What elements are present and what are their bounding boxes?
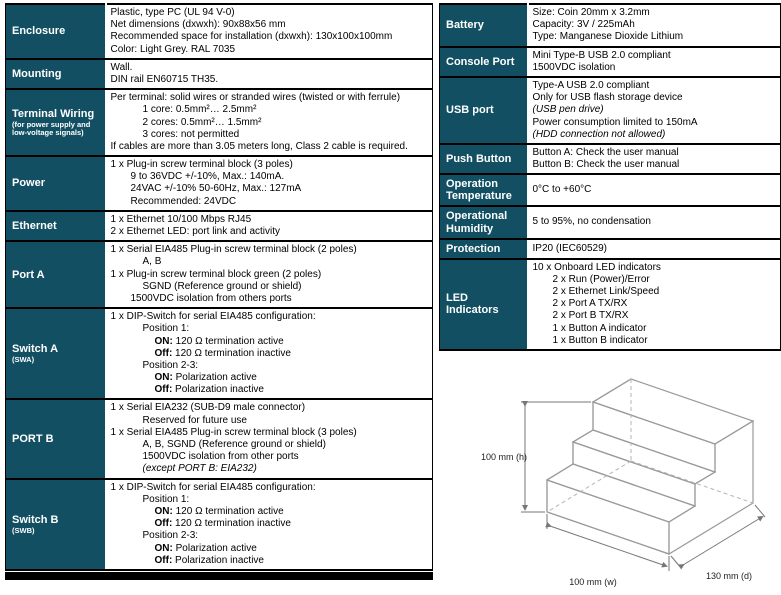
spec-line: 5 to 95%, no condensation [532, 216, 651, 228]
spec-row-header [6, 479, 106, 570]
spec-row [440, 144, 781, 174]
spec-row-content [106, 211, 433, 241]
spec-line: 0°C to +60°C [532, 184, 592, 196]
spec-line: 2 x Ethernet LED: port link and activity [110, 226, 281, 237]
spec-row-content [106, 156, 433, 211]
spec-row [440, 4, 781, 47]
spec-row [6, 479, 433, 570]
spec-line: A, B, SGND (Reference ground or shield) [142, 439, 326, 450]
spec-line: 1500VDC isolation from other ports [142, 451, 299, 463]
spec-row-content [528, 47, 781, 77]
spec-row [6, 399, 433, 478]
spec-row-content [106, 59, 433, 89]
spec-row-title: LED Indicators [446, 292, 499, 317]
enclosure-isometric-drawing [481, 363, 781, 595]
spec-row-header [6, 59, 106, 89]
spec-line: IP20 (IEC60529) [532, 242, 607, 254]
spec-line: (USB pen drive) [532, 104, 604, 116]
spec-row-title: USB port [446, 104, 494, 117]
spec-line: ON: 120 Ω termination active [154, 505, 284, 517]
spec-line: 2 x Ethernet Link/Speed [552, 286, 660, 298]
spec-row-header [6, 156, 106, 211]
spec-row [440, 239, 781, 259]
spec-row-title: Push Button [446, 153, 512, 166]
spec-row-content [528, 4, 781, 47]
spec-row [440, 206, 781, 238]
spec-row-title: Mounting [12, 67, 62, 80]
spec-line: 24VAC +/-10% 50-60Hz, Max.: 127mA [130, 183, 302, 195]
spec-row-content [106, 399, 433, 478]
spec-row-title: Port A [12, 268, 45, 281]
spec-line: Net dimensions (dxwxh): 90x88x56 mm [110, 19, 286, 31]
spec-line: Reserved for future use [142, 414, 247, 426]
spec-row-header [6, 308, 106, 399]
spec-row-header [440, 144, 528, 174]
bottom-divider-bar [5, 572, 433, 580]
spec-row-title: Switch A [12, 343, 59, 356]
spec-row [6, 89, 433, 156]
spec-line: 2 cores: 0.5mm²… 1.5mm² [142, 116, 262, 128]
spec-row-header [440, 174, 528, 206]
spec-line: Power consumption limited to 150mA [532, 116, 698, 128]
spec-row-title: Battery [446, 19, 484, 32]
spec-line: Off: Polarization inactive [154, 554, 264, 566]
spec-line: 1 x Ethernet 10/100 Mbps RJ45 [110, 213, 252, 225]
spec-line: Type: Manganese Dioxide Lithium [532, 31, 684, 43]
spec-line: ON: Polarization active [154, 372, 257, 384]
spec-row-title: Enclosure [12, 25, 66, 38]
height-dim-label: 100 mm (h) [481, 452, 528, 463]
spec-row-content [106, 89, 433, 156]
spec-row-title: Operational Humidity [446, 210, 508, 235]
spec-line: Position 1: [142, 323, 190, 335]
spec-row-title: Console Port [446, 55, 515, 68]
spec-line: 1500VDC isolation [532, 61, 616, 73]
spec-line: 1 x Serial EIA485 Plug-in screw terminal block (3 poles) [110, 426, 357, 438]
spec-row-header [6, 241, 106, 308]
depth-dim-label: 130 mm (d) [705, 571, 753, 582]
spec-line: Position 2-3: [142, 359, 199, 371]
left-spec-table [5, 3, 433, 571]
spec-line: A, B [142, 256, 162, 268]
spec-row [440, 259, 781, 350]
spec-row [6, 156, 433, 211]
spec-row-content [106, 479, 433, 570]
spec-row-header [440, 47, 528, 77]
spec-line: SGND (Reference ground or shield) [142, 280, 302, 292]
spec-line: Size: Coin 20mm x 3.2mm [532, 7, 650, 18]
spec-line: Plastic, type PC (UL 94 V-0) [110, 7, 235, 18]
spec-row-content [106, 241, 433, 308]
spec-row [6, 4, 433, 59]
spec-line: 1 x DIP-Switch for serial EIA485 configuration: [110, 311, 316, 323]
spec-line: 1 x Button B indicator [552, 334, 648, 346]
spec-row-title: Protection [446, 242, 501, 255]
spec-row-header [440, 239, 528, 259]
spec-row-title: Operation Temperature [446, 178, 512, 203]
spec-line: Capacity: 3V / 225mAh [532, 19, 635, 31]
spec-row-content [528, 259, 781, 350]
spec-line: 1 x Serial EIA232 (SUB-D9 male connector) [110, 402, 306, 414]
spec-line: DIN rail EN60715 TH35. [110, 73, 219, 85]
spec-row-header [6, 399, 106, 478]
spec-line: Type-A USB 2.0 compliant [532, 79, 650, 91]
spec-row-title: Ethernet [12, 219, 57, 232]
spec-row-header [6, 211, 106, 241]
spec-row-content [528, 239, 781, 259]
spec-line: Color: Light Grey. RAL 7035 [110, 43, 236, 55]
spec-line: Off: 120 Ω termination inactive [154, 518, 291, 530]
spec-row-header [440, 206, 528, 238]
spec-line: Recommended space for installation (dxwxh): 130x100x100mm [110, 31, 393, 43]
spec-row-title: Power [12, 177, 46, 190]
spec-row-content [528, 206, 781, 238]
spec-row-subtitle: (SWB) [12, 525, 35, 535]
spec-line: If cables are more than 3.05 meters long, Class 2 cable is required. [110, 140, 408, 152]
spec-row-subtitle: (for power supply and low-voltage signals) [12, 119, 91, 138]
spec-row-header [440, 259, 528, 350]
spec-row-content [106, 308, 433, 399]
spec-line: 1 x Serial EIA485 Plug-in screw terminal block (2 poles) [110, 244, 357, 256]
spec-row-content [528, 174, 781, 206]
spec-row-header [440, 4, 528, 47]
spec-line: 2 x Run (Power)/Error [552, 273, 650, 285]
spec-row-content [528, 144, 781, 174]
spec-line: 1 x Button A indicator [552, 322, 647, 334]
spec-row [440, 77, 781, 144]
hidden-edges [547, 379, 753, 512]
spec-row-subtitle: (SWA) [12, 355, 35, 365]
spec-line: 1 x Plug-in screw terminal block green (2 poles) [110, 268, 322, 280]
spec-line: Position 2-3: [142, 530, 199, 542]
right-spec-table [439, 3, 781, 351]
spec-row-header [440, 77, 528, 144]
spec-line: Button B: Check the user manual [532, 159, 680, 171]
spec-line: (HDD connection not allowed) [532, 128, 666, 140]
spec-line: 1 x Plug-in screw terminal block (3 poles) [110, 159, 293, 171]
width-dim-label: 100 mm (w) [569, 577, 617, 588]
spec-line: Per terminal: solid wires or stranded wires (twisted or with ferrule) [110, 92, 401, 104]
spec-line: Position 1: [142, 493, 190, 505]
spec-line: Off: 120 Ω termination inactive [154, 347, 291, 359]
spec-row-title: Terminal Wiring [12, 107, 95, 120]
spec-line: Only for USB flash storage device [532, 92, 683, 104]
spec-line: Mini Type-B USB 2.0 compliant [532, 49, 671, 61]
spec-line: ON: 120 Ω termination active [154, 335, 284, 347]
spec-row-title: PORT B [12, 432, 54, 445]
spec-row-title: Switch B [12, 513, 59, 526]
spec-line: (except PORT B: EIA232) [142, 463, 257, 475]
spec-line: 1 x DIP-Switch for serial EIA485 configuration: [110, 481, 316, 493]
spec-row-header [6, 4, 106, 59]
spec-line: Button A: Check the user manual [532, 146, 679, 158]
spec-row [6, 241, 433, 308]
spec-line: Recommended: 24VDC [130, 195, 237, 207]
spec-line: 2 x Port A TX/RX [552, 298, 628, 310]
spec-line: 10 x Onboard LED indicators [532, 261, 661, 273]
spec-line: 1 core: 0.5mm²… 2.5mm² [142, 104, 257, 116]
left-spec-column [5, 3, 433, 595]
spec-line: Wall. [110, 61, 133, 73]
right-spec-column [439, 3, 781, 595]
spec-line: 9 to 36VDC +/-10%, Max.: 140mA. [130, 171, 285, 183]
spec-row [440, 47, 781, 77]
spec-row-header [6, 89, 106, 156]
spec-line: 2 x Port B TX/RX [552, 310, 629, 322]
spec-line: Off: Polarization inactive [154, 384, 264, 396]
spec-row [6, 59, 433, 89]
spec-row-content [106, 4, 433, 59]
spec-row [440, 174, 781, 206]
spec-line: ON: Polarization active [154, 542, 257, 554]
spec-line: 1500VDC isolation from others ports [130, 292, 292, 304]
spec-row [6, 308, 433, 399]
dimension-diagram [481, 363, 781, 595]
spec-line: 3 cores: not permitted [142, 128, 240, 140]
spec-row-content [528, 77, 781, 144]
enclosure-outline [547, 379, 753, 554]
spec-row [6, 211, 433, 241]
